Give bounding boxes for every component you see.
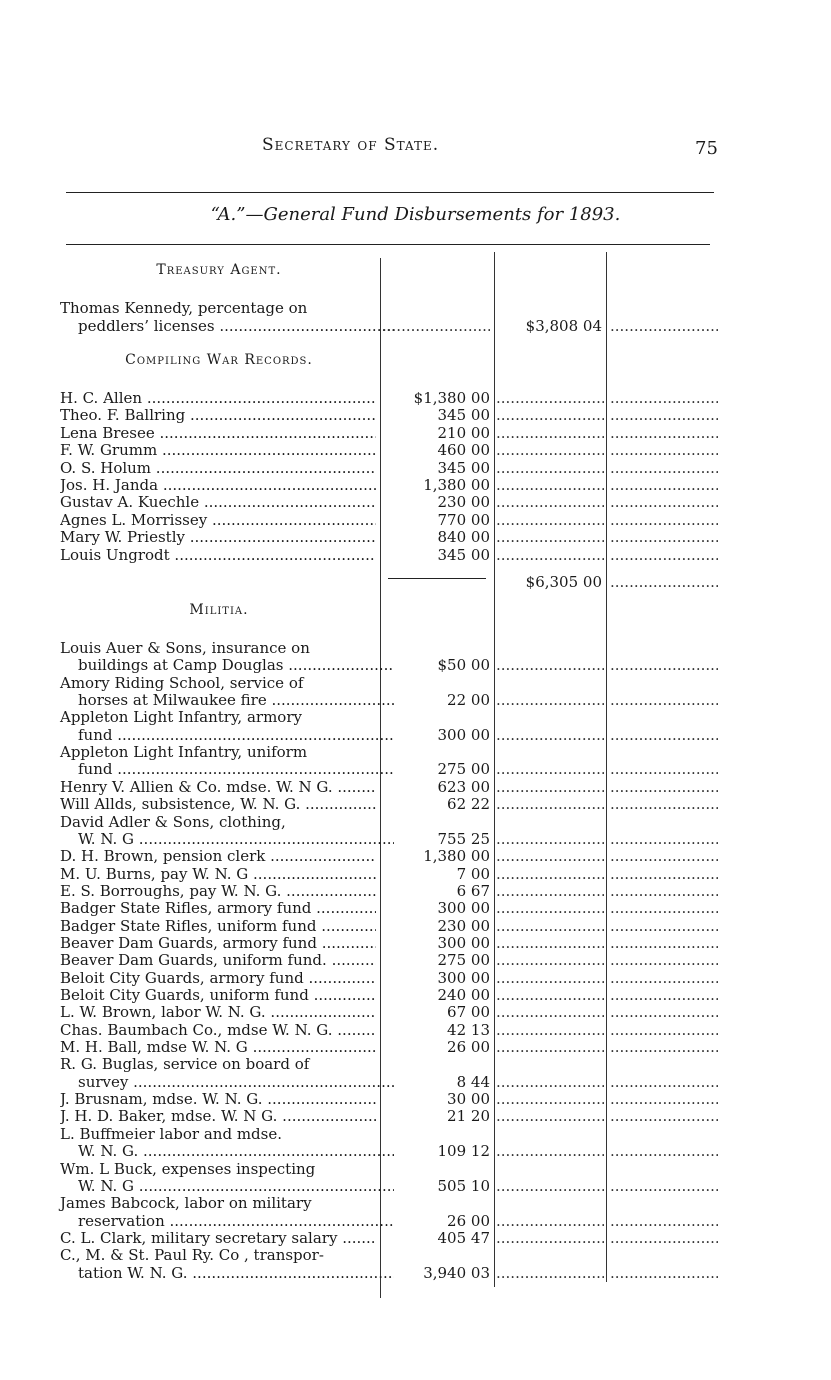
leader-dots (382, 317, 490, 335)
leader-dots (610, 1212, 718, 1230)
entry-name: Jos. H. Janda ..... (60, 476, 376, 494)
leader-dots (496, 424, 604, 442)
leader-dots (496, 1073, 604, 1091)
section-heading-treasury: Treasury Agent. (156, 262, 282, 278)
entry-name: Will Allds, subsistence, W. N. G. ..... (60, 795, 376, 813)
ledger-row (60, 1142, 718, 1160)
leader-dots (610, 1038, 718, 1056)
leader-dots (610, 1177, 718, 1195)
ledger-row (60, 389, 718, 407)
leader-dots (610, 899, 718, 917)
ledger-row-head (60, 813, 718, 831)
ledger-row (60, 830, 718, 848)
ledger-row-head (60, 1194, 718, 1212)
leader-dots (496, 493, 604, 511)
leader-dots (610, 1107, 718, 1125)
leader-dots (496, 511, 604, 529)
entry-amount: 26 00 (447, 1211, 490, 1230)
ledger-row (60, 726, 718, 744)
leader-dots (496, 778, 604, 796)
entry-amount: 275 00 (437, 951, 490, 970)
entry-amount: 62 22 (447, 795, 490, 814)
leader-dots (496, 830, 604, 848)
entry-amount: 3,940 03 (423, 1263, 490, 1282)
ledger-row (60, 493, 718, 511)
entry-amount: 67 00 (447, 1003, 490, 1022)
leader-dots (496, 934, 604, 952)
entry-name-line1: Thomas Kennedy, percentage on (60, 299, 308, 317)
leader-dots (496, 917, 604, 935)
leader-dots (610, 441, 718, 459)
leader-dots (496, 1229, 604, 1247)
ledger-row-head (60, 1055, 718, 1073)
entry-name: C. L. Clark, military secretary salary ..... (60, 1229, 376, 1247)
leader-dots (610, 317, 718, 335)
entry-amount: 300 00 (437, 933, 490, 952)
entry-amount: 21 20 (447, 1107, 490, 1126)
ledger-row-head (60, 1246, 718, 1264)
leader-dots (496, 726, 604, 744)
entry-amount: 22 00 (447, 691, 490, 710)
ledger-row-head (60, 708, 718, 726)
leader-dots (496, 986, 604, 1004)
leader-dots (496, 847, 604, 865)
leader-dots (496, 1038, 604, 1056)
entry-name: Beloit City Guards, uniform fund ..... (60, 986, 376, 1004)
ledger-row (60, 459, 718, 477)
ledger-row (60, 691, 718, 709)
entry-name: Badger State Rifles, uniform fund ..... (60, 917, 376, 935)
header-rule (66, 192, 714, 193)
ledger-row (60, 917, 718, 935)
ledger-row (60, 899, 718, 917)
entry-amount: 505 10 (437, 1176, 490, 1195)
leader-dots (610, 778, 718, 796)
entry-name: Lena Bresee ..... (60, 424, 376, 442)
entry-name: M. U. Burns, pay W. N. G ..... (60, 865, 376, 883)
entry-name: Mary W. Priestly ..... (60, 528, 376, 546)
leader-dots (610, 951, 718, 969)
entry-amount: 109 12 (437, 1142, 490, 1161)
ledger-row (60, 969, 718, 987)
leader-dots (610, 917, 718, 935)
ledger-row (60, 511, 718, 529)
entry-name-line1: Appleton Light Infantry, armory (60, 708, 302, 727)
entry-amount: 405 47 (437, 1228, 490, 1247)
ledger-row (60, 1003, 718, 1021)
ledger-row (60, 934, 718, 952)
leader-dots (610, 573, 718, 591)
entry-name: Beaver Dam Guards, uniform fund. ..... (60, 951, 376, 969)
entry-amount: 6 67 (456, 881, 490, 900)
ledger-row (60, 1264, 718, 1282)
leader-dots (610, 476, 718, 494)
entry-amount: 240 00 (437, 986, 490, 1004)
leader-dots (610, 1073, 718, 1091)
section-heading-militia: Militia. (189, 602, 249, 618)
entry-amount: 30 00 (447, 1090, 490, 1109)
entry-name-line1: C., M. & St. Paul Ry. Co , transpor- (60, 1246, 324, 1265)
entry-name: tation W. N. G. ..... (60, 1264, 394, 1282)
entry-name: survey ..... (60, 1073, 394, 1091)
entry-amount: 230 00 (437, 493, 490, 512)
entry-name: buildings at Camp Douglas ..... (60, 656, 394, 674)
entry-name: W. N. G. ..... (60, 1142, 394, 1160)
leader-dots (610, 1229, 718, 1247)
leader-dots (610, 969, 718, 987)
entry-name: Louis Ungrodt ..... (60, 546, 376, 564)
ledger-row (60, 441, 718, 459)
entry-amount: 840 00 (437, 528, 490, 547)
page-number: 75 (695, 138, 718, 159)
leader-dots (496, 865, 604, 883)
entry-amount: 1,380 00 (423, 476, 490, 494)
ledger-row-head (60, 1160, 718, 1178)
ledger-row (60, 951, 718, 969)
ledger-row (60, 546, 718, 564)
leader-dots (610, 546, 718, 564)
entry-name: L. W. Brown, labor W. N. G. ..... (60, 1003, 376, 1021)
entry-name: O. S. Holum ..... (60, 459, 376, 477)
entry-name: E. S. Borroughs, pay W. N. G. ..... (60, 882, 376, 900)
entry-amount: 300 00 (437, 899, 490, 918)
entry-amount: 345 00 (437, 545, 490, 564)
table-title: “A.”—General Fund Disbursements for 1893. (210, 204, 621, 225)
leader-dots (610, 691, 718, 709)
entry-name: W. N. G ..... (60, 830, 394, 848)
leader-dots (610, 882, 718, 900)
leader-dots (496, 406, 604, 424)
leader-dots (496, 656, 604, 674)
leader-dots (496, 969, 604, 987)
entry-name: Beaver Dam Guards, armory fund ..... (60, 934, 376, 952)
leader-dots (496, 441, 604, 459)
ledger-row-head (60, 1125, 718, 1143)
entry-name: Theo. F. Ballring ..... (60, 406, 376, 424)
ledger-row (60, 1229, 718, 1247)
entry-name-line2: peddlers’ licenses ..... (60, 317, 394, 335)
entry-amount: 26 00 (447, 1038, 490, 1057)
entry-amount: 345 00 (437, 406, 490, 425)
leader-dots (610, 389, 718, 407)
leader-dots (496, 1177, 604, 1195)
entry-amount: 7 00 (456, 864, 490, 883)
ledger-row (60, 476, 718, 494)
entry-name: Gustav A. Kuechle ..... (60, 493, 376, 511)
entry-amount: 8 44 (456, 1072, 490, 1091)
entry-amount: 210 00 (437, 423, 490, 442)
leader-dots (496, 760, 604, 778)
entry-name-line1: L. Buffmeier labor and mdse. (60, 1124, 283, 1143)
ledger-row (60, 1177, 718, 1195)
entry-name: M. H. Ball, mdse W. N. G ..... (60, 1038, 376, 1056)
entry-amount: 300 00 (437, 968, 490, 987)
ledger-row (60, 1090, 718, 1108)
entry-name: W. N. G ..... (60, 1177, 394, 1195)
entry-name-line1: Wm. L Buck, expenses inspecting (60, 1159, 316, 1178)
leader-dots (610, 406, 718, 424)
entry-amount: 770 00 (437, 510, 490, 529)
leader-dots (610, 795, 718, 813)
leader-dots (496, 795, 604, 813)
leader-dots (496, 1264, 604, 1282)
ledger-row (60, 528, 718, 546)
entry-amount: 755 25 (437, 829, 490, 848)
ledger-row (60, 1021, 718, 1039)
leader-dots (496, 546, 604, 564)
entry-name: F. W. Grumm ..... (60, 441, 376, 459)
entry-name: Badger State Rifles, armory fund ..... (60, 899, 376, 917)
leader-dots (610, 986, 718, 1004)
leader-dots (496, 459, 604, 477)
leader-dots (610, 459, 718, 477)
entry-name: Chas. Baumbach Co., mdse W. N. G. ..... (60, 1021, 376, 1039)
entry-amount: 345 00 (437, 458, 490, 477)
leader-dots (496, 476, 604, 494)
entry-name: H. C. Allen ..... (60, 389, 376, 407)
entry-name: D. H. Brown, pension clerk ..... (60, 847, 376, 865)
running-header: Secretary of State. (262, 135, 440, 155)
ledger-row (60, 795, 718, 813)
ledger-row (60, 1107, 718, 1125)
ledger-row (60, 865, 718, 883)
leader-dots (496, 1212, 604, 1230)
leader-dots (496, 1107, 604, 1125)
entry-amount: 300 00 (437, 725, 490, 744)
leader-dots (610, 760, 718, 778)
leader-dots (496, 882, 604, 900)
entry-name: fund ..... (60, 760, 394, 778)
ledger-row (60, 1212, 718, 1230)
entry-name-line1: James Babcock, labor on military (60, 1194, 312, 1213)
entry-amount: $3,808 04 (525, 317, 602, 335)
leader-dots (610, 511, 718, 529)
leader-dots (610, 934, 718, 952)
leader-dots (610, 726, 718, 744)
leader-dots (496, 389, 604, 407)
section-heading-war: Compiling War Records. (125, 352, 313, 368)
leader-dots (610, 865, 718, 883)
entry-name: reservation ..... (60, 1212, 394, 1230)
ledger-entry-treasury-cont (60, 317, 718, 335)
leader-dots (496, 1142, 604, 1160)
leader-dots (610, 493, 718, 511)
leader-dots (496, 899, 604, 917)
entry-amount: 230 00 (437, 916, 490, 935)
entry-name-line1: Appleton Light Infantry, uniform (60, 743, 308, 762)
leader-dots (610, 528, 718, 546)
entry-name: Beloit City Guards, armory fund ..... (60, 969, 376, 987)
entry-name: Henry V. Allien & Co. mdse. W. N G. ..... (60, 778, 376, 796)
ledger-row-head (60, 743, 718, 761)
war-total-row (60, 573, 718, 591)
ledger-row (60, 424, 718, 442)
entry-name: horses at Milwaukee fire ..... (60, 691, 394, 709)
entry-amount: $1,380 00 (413, 389, 490, 407)
leader-dots (610, 424, 718, 442)
leader-dots (610, 1021, 718, 1039)
leader-dots (610, 1264, 718, 1282)
leader-dots (496, 951, 604, 969)
title-rule (66, 244, 710, 245)
leader-dots (496, 691, 604, 709)
ledger-row (60, 847, 718, 865)
leader-dots (496, 1021, 604, 1039)
entry-name-line1: Amory Riding School, service of (60, 673, 304, 692)
ledger-row (60, 656, 718, 674)
entry-amount: 623 00 (437, 777, 490, 796)
entry-name: fund ..... (60, 726, 394, 744)
ledger-entry-treasury (60, 299, 718, 317)
leader-dots (496, 1090, 604, 1108)
ledger-row (60, 986, 718, 1004)
ledger-row-head (60, 674, 718, 692)
entry-name-line1: Louis Auer & Sons, insurance on (60, 639, 310, 657)
entry-amount: 275 00 (437, 760, 490, 779)
ledger-row (60, 1038, 718, 1056)
leader-dots (610, 1142, 718, 1160)
leader-dots (610, 830, 718, 848)
ledger-row-head (60, 639, 718, 657)
entry-name: J. Brusnam, mdse. W. N. G. ..... (60, 1090, 376, 1108)
entry-amount: 1,380 00 (423, 847, 490, 866)
entry-amount: 460 00 (437, 441, 490, 460)
entry-amount: 42 13 (447, 1020, 490, 1039)
leader-dots (610, 847, 718, 865)
ledger-row (60, 1073, 718, 1091)
ledger-row (60, 882, 718, 900)
war-total: $6,305 00 (525, 573, 602, 591)
leader-dots (610, 1003, 718, 1021)
leader-dots (496, 1003, 604, 1021)
entry-name: Agnes L. Morrissey ..... (60, 511, 376, 529)
entry-name-line1: R. G. Buglas, service on board of (60, 1055, 310, 1074)
leader-dots (610, 656, 718, 674)
ledger-row (60, 406, 718, 424)
entry-name: J. H. D. Baker, mdse. W. N G. ..... (60, 1107, 376, 1125)
entry-amount: $50 00 (437, 656, 490, 675)
entry-name-line1: David Adler & Sons, clothing, (60, 812, 286, 831)
ledger-row (60, 778, 718, 796)
ledger-row (60, 760, 718, 778)
leader-dots (496, 528, 604, 546)
leader-dots (610, 1090, 718, 1108)
